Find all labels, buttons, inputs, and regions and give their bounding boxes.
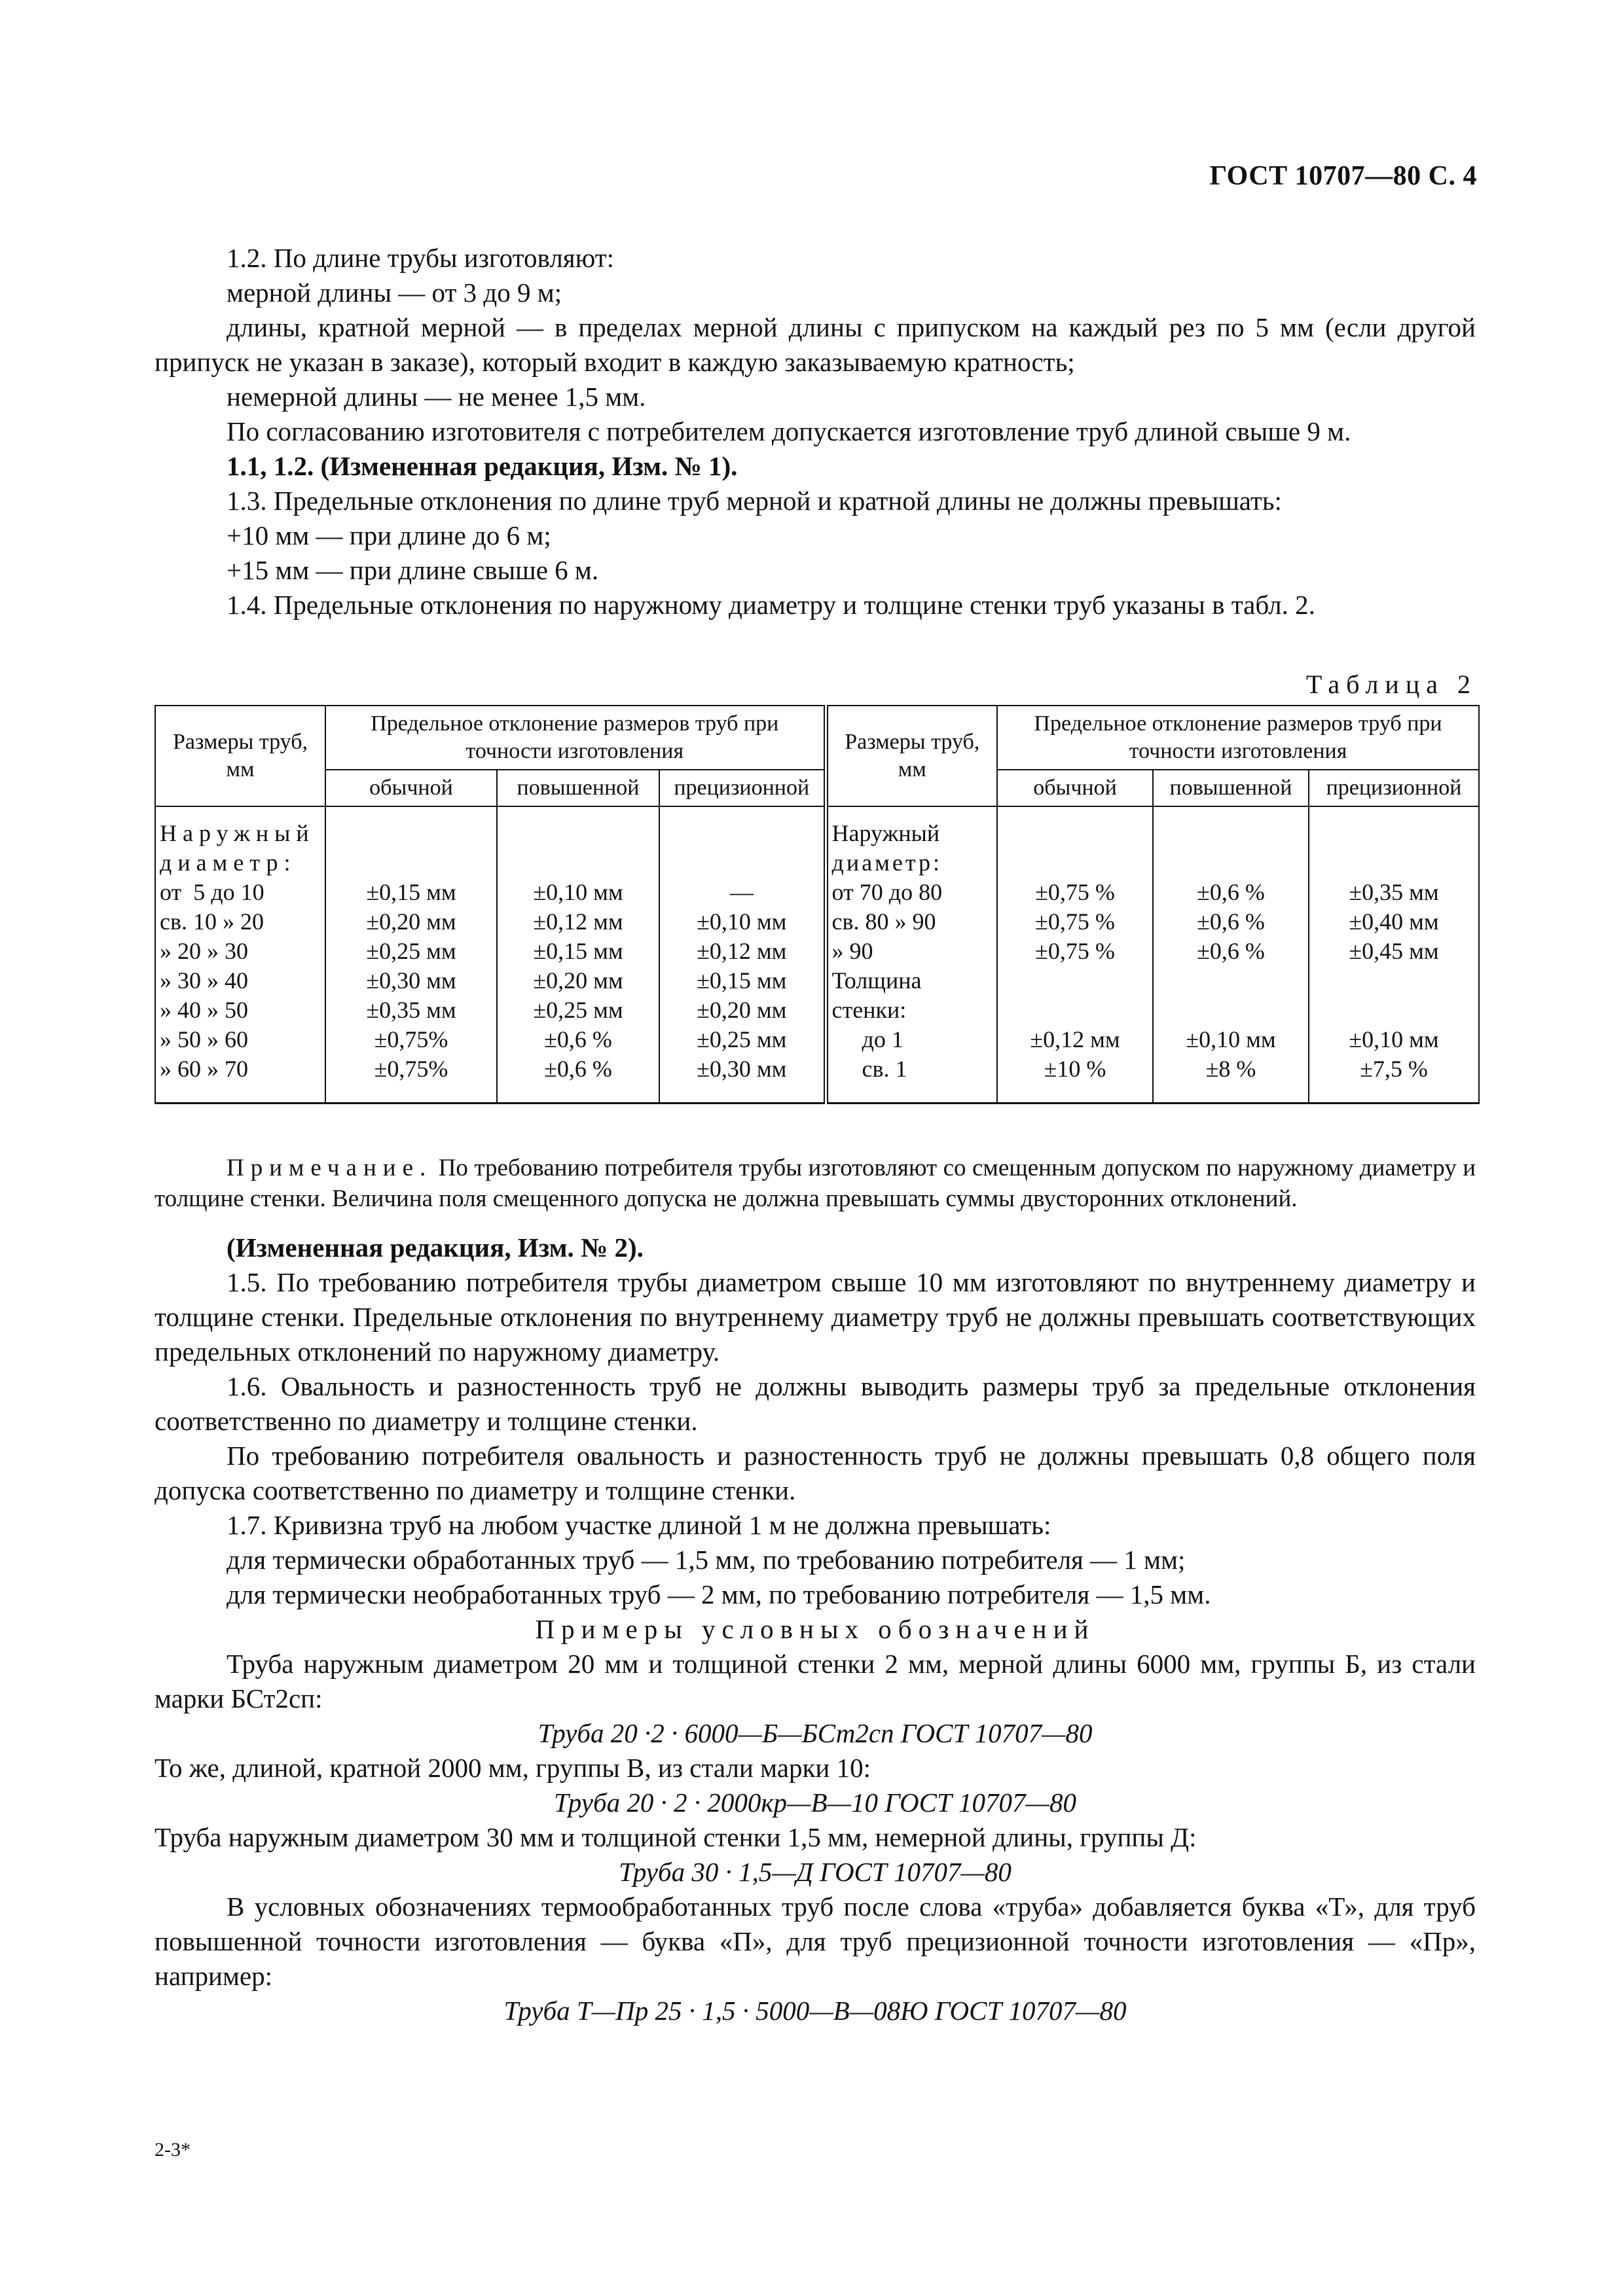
cell: ±0,15 мм [325,878,497,907]
header-increased: повышенной [1153,770,1309,806]
cell: ±0,6 % [1153,878,1309,907]
cell: ±10 % [997,1054,1153,1103]
cell: ±0,6 % [1153,907,1309,937]
size-label: от 5 до 10 [155,878,325,907]
cell [1153,996,1309,1025]
cell: ±0,20 мм [497,966,659,996]
cell [997,806,1153,848]
table-note [155,1153,1476,1214]
paragraph: В условных обозначениях термообработанных труб после слова «труба» добавляется буква «Т», для труб повышенной точности изготовления — буква «П», для труб прецизионной точности изготовления — «Пр», например: [155,1892,1476,1991]
header-precision: прецизионной [1309,770,1479,806]
cell [1309,996,1479,1025]
designation-example: Труба 20 · 2 · 2000кр—В—10 ГОСТ 10707—80 [554,1787,1076,1818]
cell: ±0,75% [325,1025,497,1054]
paragraph: мерной длины — от 3 до 9 м; [227,278,562,308]
cell: ±0,6 % [497,1025,659,1054]
cell: ±0,6 % [497,1054,659,1103]
size-label: » 20 » 30 [155,937,325,966]
cell: ±0,12 мм [497,907,659,937]
size-label: стенки: [826,996,997,1025]
cell [997,848,1153,878]
cell [659,848,826,878]
cell: ±0,45 мм [1309,937,1479,966]
header-increased: повышенной [497,770,659,806]
paragraph: немерной длины — не менее 1,5 мм. [227,382,646,412]
table-row [155,907,1479,937]
amendment-note: (Измененная редакция, Изм. № 2). [227,1232,644,1263]
table-row [155,806,1479,848]
cell: ±0,75 % [997,907,1153,937]
size-label: от 70 до 80 [826,878,997,907]
cell: ±0,12 мм [997,1025,1153,1054]
cell: ±0,20 мм [325,907,497,937]
header-normal: обычной [997,770,1153,806]
paragraph: +10 мм — при длине до 6 м; [227,520,551,550]
cell: ±0,10 мм [659,907,826,937]
cell: ±0,25 мм [659,1025,826,1054]
cell: ±0,6 % [1153,937,1309,966]
cell: ±0,10 мм [1309,1025,1479,1054]
cell: ±0,20 мм [659,996,826,1025]
paragraph: 1.7. Кривизна труб на любом участке длиной 1 м не должна превышать: [227,1510,1051,1540]
cell [325,806,497,848]
size-label: диаметр: [155,848,325,878]
paragraph: Труба наружным диаметром 30 мм и толщиной стенки 1,5 мм, немерной длины, группы Д: [155,1822,1197,1852]
cell: ±0,75 % [997,937,1153,966]
size-label: Наружный [826,806,997,848]
paragraph: 1.6. Овальность и разностенность труб не должны выводить размеры труб за предельные отклонения соответственно по диаметру и толщине стенки. [155,1371,1476,1436]
size-label: св. 80 » 90 [826,907,997,937]
header-deviation-right: Предельное отклонение размеров труб при точности изготовления [997,706,1479,770]
examples-title: Примеры условных обозначений [535,1614,1095,1644]
cell: ±0,35 мм [1309,878,1479,907]
cell: ±0,30 мм [325,966,497,996]
size-label: диаметр: [826,848,997,878]
header-deviation-left: Предельное отклонение размеров труб при точности изготовления [325,706,826,770]
cell [997,966,1153,996]
size-label: » 50 » 60 [155,1025,325,1054]
cell [659,806,826,848]
section-bottom [155,1230,1476,2028]
table-caption: Таблица 2 [1305,670,1477,699]
cell: ±0,15 мм [497,937,659,966]
cell [1309,966,1479,996]
page-footer: 2-3* [155,2139,191,2161]
header-sizes-left: Размеры труб, мм [155,706,325,806]
paragraph: То же, длиной, кратной 2000 мм, группы В, из стали марки 10: [155,1753,871,1783]
size-label: » 60 » 70 [155,1054,325,1103]
cell [497,806,659,848]
note-text: По требованию потребителя трубы изготовляют со смещенным допуском по наружному диаметру и толщине стенки. Величина поля смещенного допуска не должна превышать суммы двусторонних отклонений. [155,1155,1476,1212]
size-label: св. 1 [826,1054,997,1103]
cell: ±0,12 мм [659,937,826,966]
cell: ±0,75 % [997,878,1153,907]
size-label: » 40 » 50 [155,996,325,1025]
header-sizes-right: Размеры труб, мм [826,706,997,806]
table-row [155,966,1479,996]
paragraph: По требованию потребителя овальность и разностенность труб не должны превышать 0,8 общего поля допуска соответственно по диаметру и толщине стенки. [155,1441,1476,1505]
size-label: » 30 » 40 [155,966,325,996]
designation-example: Труба 20 ·2 · 6000—Б—БСт2сп ГОСТ 10707—80 [538,1718,1093,1748]
cell [997,996,1153,1025]
cell [1153,966,1309,996]
cell: ±8 % [1153,1054,1309,1103]
paragraph: длины, кратной мерной — в пределах мерной длины с припуском на каждый рез по 5 мм (если другой припуск не указан в заказе), который входит в каждую заказываемую кратность; [155,312,1476,377]
cell: ±7,5 % [1309,1054,1479,1103]
paragraph: 1.5. По требованию потребителя трубы диаметром свыше 10 мм изготовляют по внутреннему диаметру и толщине стенки. Предельные отклонения по внутреннему диаметру труб не должны превышать соответствующих предельных отклонений по наружному диаметру. [155,1267,1476,1367]
paragraph: По согласованию изготовителя с потребителем допускается изготовление труб длиной свыше 9 м. [227,416,1351,446]
cell: ±0,75% [325,1054,497,1103]
amendment-note: 1.1, 1.2. (Измененная редакция, Изм. № 1). [227,451,738,481]
paragraph: для термически обработанных труб — 1,5 мм, по требованию потребителя — 1 мм; [227,1545,1186,1575]
size-label: Толщина [826,966,997,996]
paragraph: для термически необработанных труб — 2 мм, по требованию потребителя — 1,5 мм. [227,1579,1211,1609]
cell [1153,806,1309,848]
paragraph: 1.4. Предельные отклонения по наружному диаметру и толщине стенки труб указаны в табл. 2. [227,590,1315,620]
cell [497,848,659,878]
paragraph: 1.3. Предельные отклонения по длине труб мерной и кратной длины не должны превышать: [227,486,1282,516]
note-label: Примечание. [227,1155,433,1181]
header-normal: обычной [325,770,497,806]
paragraph: +15 мм — при длине свыше 6 м. [227,555,599,585]
section-top [155,241,1476,622]
cell: — [659,878,826,907]
cell [325,848,497,878]
table-row [155,878,1479,907]
cell: ±0,10 мм [1153,1025,1309,1054]
size-label: Наружный [155,806,325,848]
designation-example: Труба 30 · 1,5—Д ГОСТ 10707—80 [619,1857,1012,1887]
cell: ±0,35 мм [325,996,497,1025]
paragraph: Труба наружным диаметром 20 мм и толщиной стенки 2 мм, мерной длины 6000 мм, группы Б, из стали марки БСт2сп: [155,1649,1476,1713]
paragraph: 1.2. По длине трубы изготовляют: [227,243,615,273]
table-row [155,848,1479,878]
cell: ±0,10 мм [497,878,659,907]
table-row [155,1025,1479,1054]
designation-example: Труба Т—Пр 25 · 1,5 · 5000—В—08Ю ГОСТ 10707—80 [503,1996,1127,2026]
table-row [155,996,1479,1025]
page-header: ГОСТ 10707—80 С. 4 [1209,161,1477,191]
cell [1309,806,1479,848]
size-label: » 90 [826,937,997,966]
table-row [155,937,1479,966]
cell [1309,848,1479,878]
size-label: до 1 [826,1025,997,1054]
cell [1153,848,1309,878]
size-label: св. 10 » 20 [155,907,325,937]
cell: ±0,40 мм [1309,907,1479,937]
cell: ±0,30 мм [659,1054,826,1103]
cell: ±0,25 мм [497,996,659,1025]
cell: ±0,15 мм [659,966,826,996]
table-row [155,1054,1479,1103]
header-precision: прецизионной [659,770,826,806]
tolerance-table [155,705,1480,1104]
cell: ±0,25 мм [325,937,497,966]
